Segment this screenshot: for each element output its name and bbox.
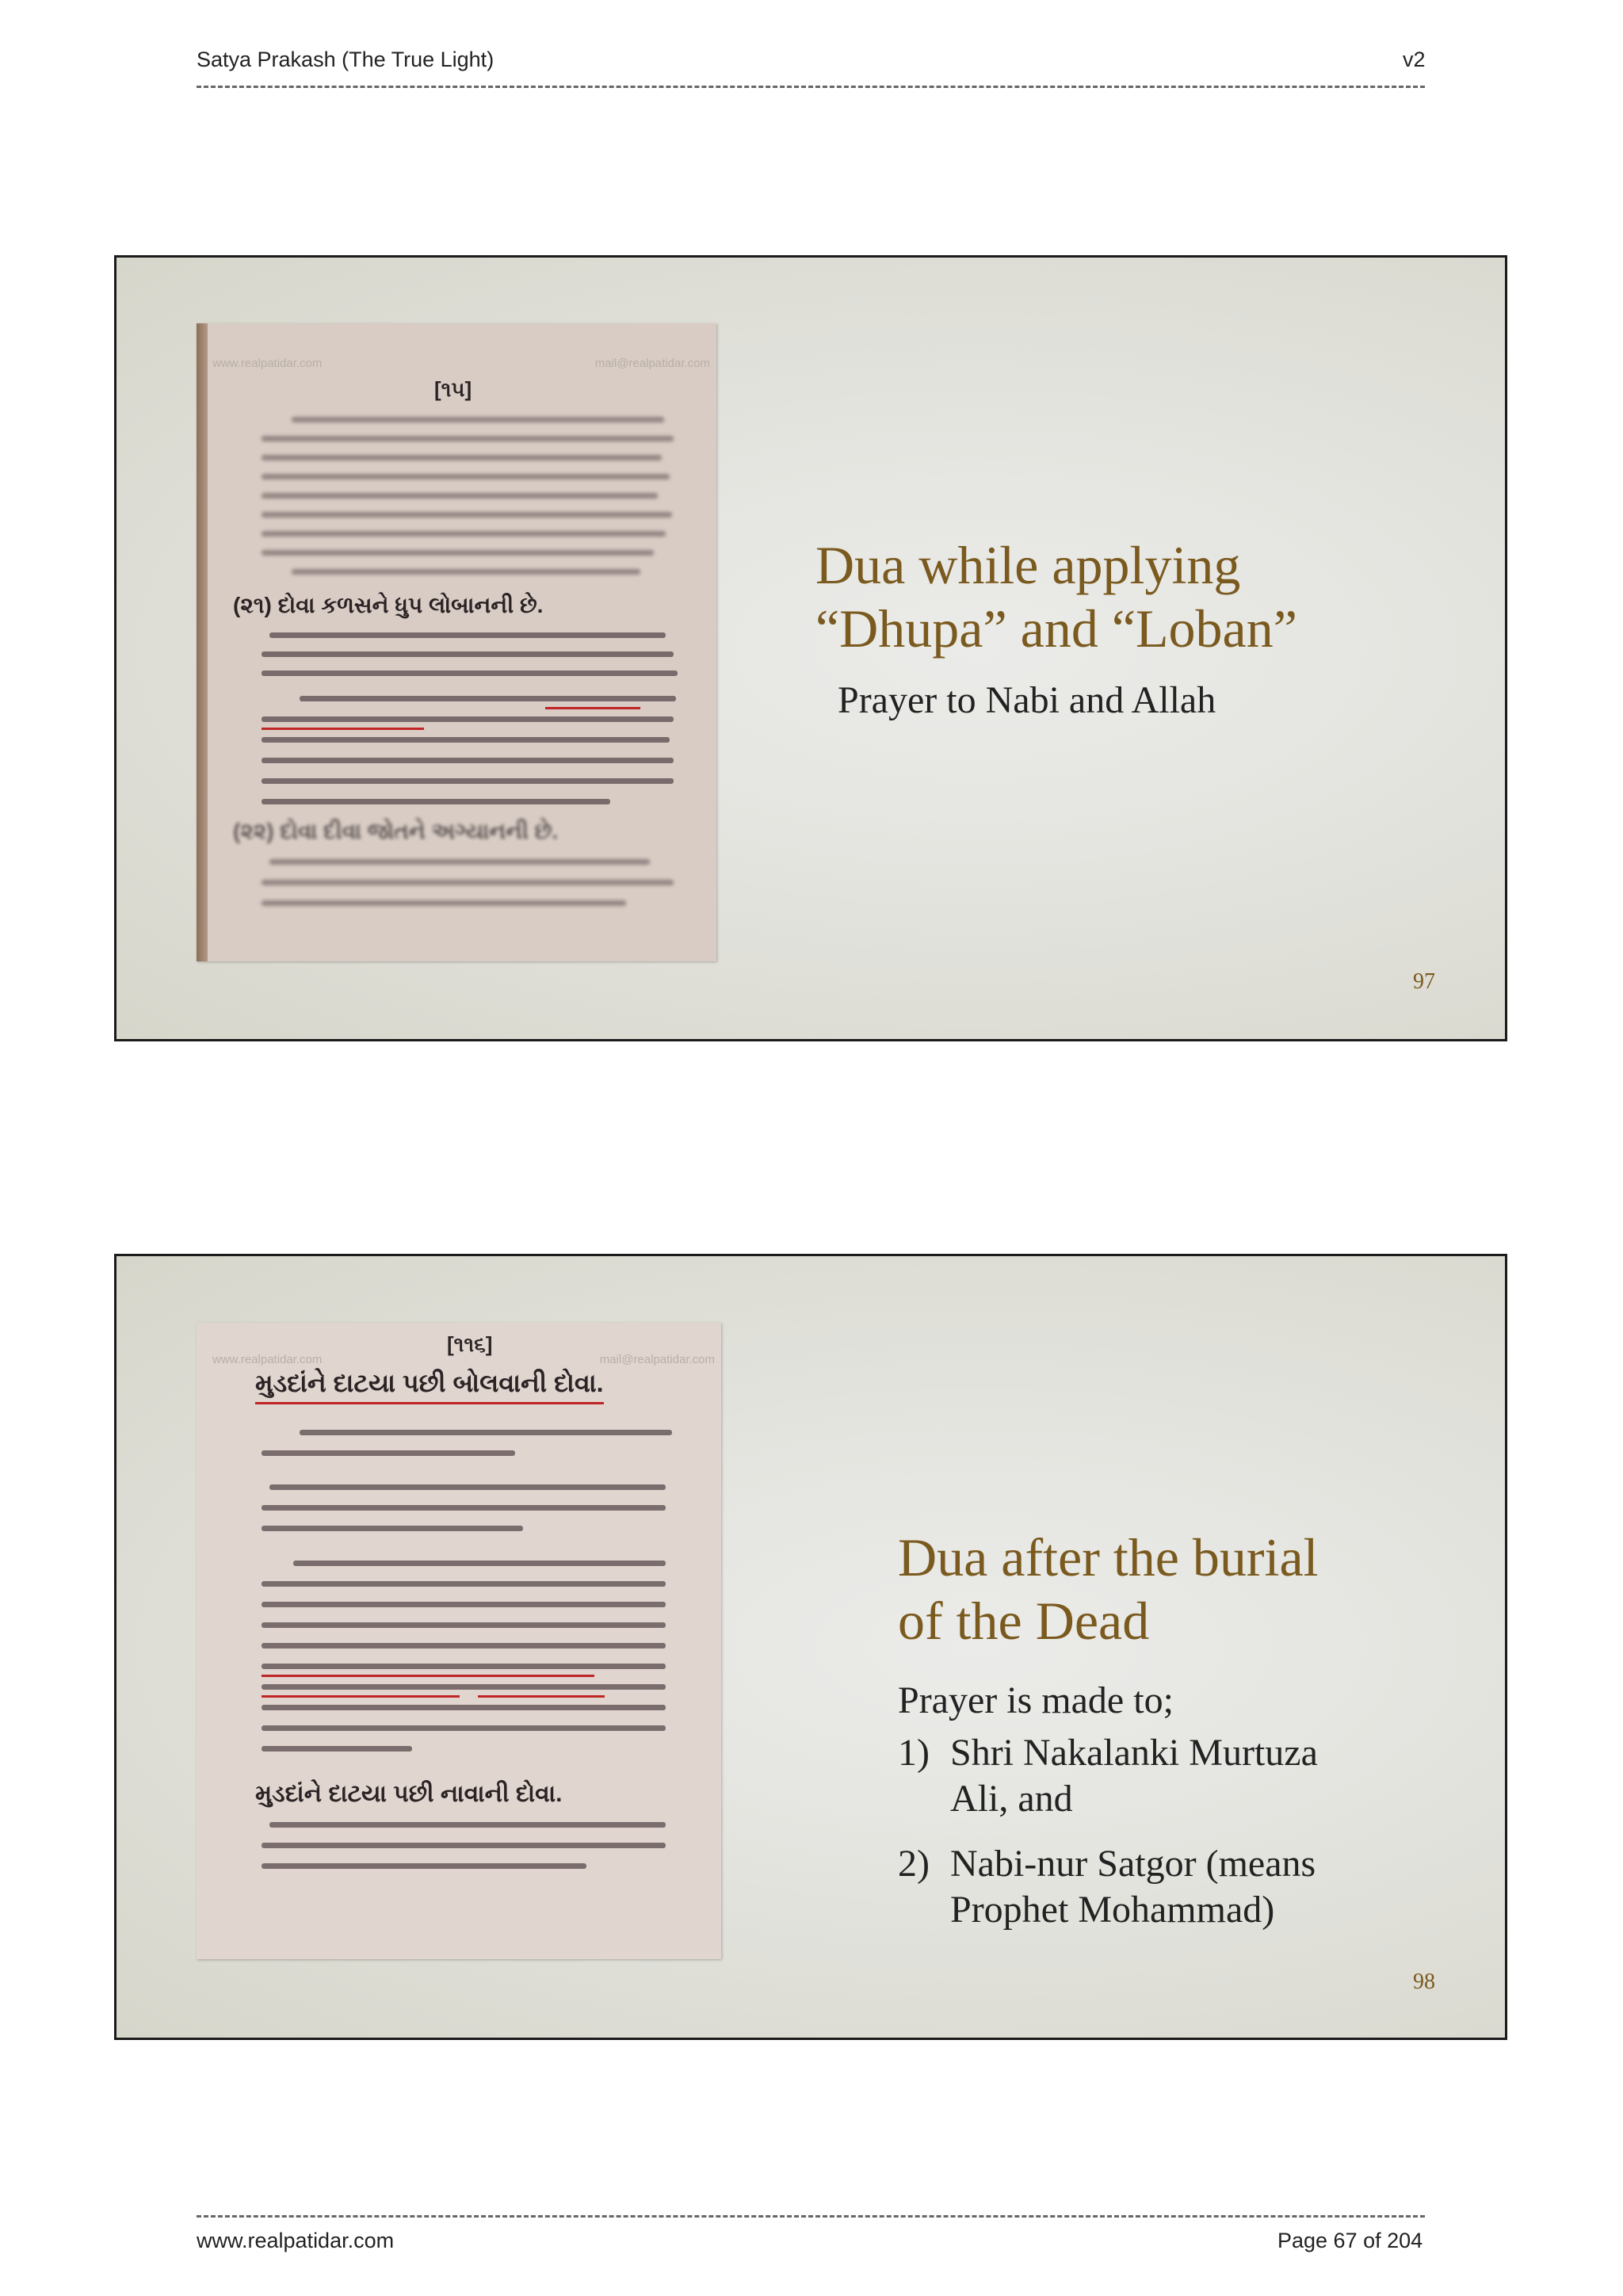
scan-underline bbox=[478, 1695, 605, 1698]
scanned-book-page-image bbox=[197, 323, 716, 961]
page-edge bbox=[197, 323, 208, 961]
header-divider bbox=[197, 86, 1425, 88]
scan-text-line bbox=[262, 651, 674, 657]
scan-heading-1: મુડદાંને દાટયા પછી બોલવાની દોવા. bbox=[255, 1369, 604, 1397]
scan-text-line bbox=[293, 1561, 666, 1566]
scan-text-line bbox=[262, 1643, 666, 1648]
scan-text-line bbox=[262, 1746, 412, 1752]
scan-text-line bbox=[262, 1843, 666, 1848]
list-item-text: Nabi-nur Satgor (means Prophet Mohammad) bbox=[950, 1843, 1316, 1931]
scan-text-line bbox=[262, 1705, 666, 1710]
scan-underline bbox=[255, 1402, 604, 1404]
scan-text-line bbox=[300, 696, 676, 701]
scan-text-line bbox=[269, 632, 666, 638]
scan-text-line bbox=[262, 670, 678, 676]
scan-text-line bbox=[262, 1863, 586, 1869]
scan-text-line bbox=[262, 1602, 666, 1607]
scan-watermark-right: mail@realpatidar.com bbox=[599, 1353, 715, 1366]
slide-number: 97 bbox=[1413, 969, 1435, 994]
slide-number: 98 bbox=[1413, 1969, 1435, 1994]
scan-page-number: [૧૫] bbox=[434, 377, 472, 401]
scan-text-line bbox=[262, 1684, 666, 1690]
scan-underline bbox=[262, 1695, 460, 1698]
scan-text-line bbox=[262, 455, 662, 460]
scan-text-line bbox=[262, 1505, 666, 1511]
slide-title: Dua while applying “Dhupa” and “Loban” bbox=[815, 535, 1297, 659]
scan-text-line bbox=[262, 1526, 523, 1531]
slide-subtitle: Prayer to Nabi and Allah bbox=[838, 679, 1216, 721]
slide-98 bbox=[114, 1254, 1507, 2040]
scan-text-line bbox=[262, 1450, 515, 1456]
scan-text-line bbox=[269, 859, 650, 865]
scan-text-line bbox=[262, 1581, 666, 1587]
scan-text-line bbox=[269, 1822, 666, 1828]
scan-watermark-left: www.realpatidar.com bbox=[212, 357, 323, 370]
scan-heading-2: મુડદાંને દાટયા પછી નાવાની દોવા. bbox=[255, 1781, 563, 1807]
scan-watermark-right: mail@realpatidar.com bbox=[594, 357, 710, 370]
scan-text-line bbox=[300, 1430, 672, 1435]
footer-divider bbox=[197, 2215, 1425, 2218]
scan-underline bbox=[262, 728, 424, 730]
footer-page-label: Page 67 of 204 bbox=[1277, 2229, 1423, 2252]
scan-text-line bbox=[262, 737, 670, 743]
scan-watermark-left: www.realpatidar.com bbox=[212, 1353, 323, 1366]
scan-text-line bbox=[269, 1484, 666, 1490]
scan-text-line bbox=[262, 900, 626, 906]
scan-text-line bbox=[292, 569, 640, 575]
page-header-version: v2 bbox=[1403, 48, 1426, 71]
scan-text-line bbox=[262, 1622, 666, 1628]
scan-text-line bbox=[262, 474, 670, 479]
scan-text-line bbox=[262, 493, 658, 499]
scan-text-line bbox=[262, 531, 666, 537]
slide-97 bbox=[114, 255, 1507, 1041]
scan-text-line bbox=[262, 1664, 666, 1669]
scanned-book-page-image bbox=[197, 1323, 721, 1959]
list-item-number: 2) bbox=[898, 1843, 930, 1885]
list-item-text: Shri Nakalanki Murtuza Ali, and bbox=[950, 1732, 1318, 1820]
footer-website: www.realpatidar.com bbox=[197, 2229, 395, 2252]
scan-page-number: [૧૧૬] bbox=[447, 1332, 493, 1356]
scan-text-line bbox=[262, 880, 674, 885]
list-item-number: 1) bbox=[898, 1732, 930, 1774]
scan-text-line bbox=[262, 1725, 666, 1731]
slide-subtitle: Prayer is made to; bbox=[898, 1679, 1174, 1721]
scan-text-line bbox=[292, 417, 664, 422]
scan-text-line bbox=[262, 716, 674, 722]
scan-underline bbox=[545, 707, 640, 709]
scan-text-line bbox=[262, 550, 654, 556]
scan-underline bbox=[262, 1675, 594, 1677]
scan-text-line bbox=[262, 512, 672, 518]
scan-text-line bbox=[262, 778, 674, 784]
slide-title: Dua after the burial of the Dead bbox=[898, 1527, 1319, 1651]
scan-heading-1: (૨૧) દોવા કળસને ધુપ લોબાનની છે. bbox=[233, 593, 544, 617]
page-header-title: Satya Prakash (The True Light) bbox=[197, 48, 495, 71]
scan-heading-2: (૨૨) દોવા દીવા જોતને અગ્યાનની છે. bbox=[233, 819, 559, 843]
scan-text-line bbox=[262, 436, 674, 441]
scan-text-line bbox=[262, 799, 610, 804]
scan-text-line bbox=[262, 758, 674, 763]
